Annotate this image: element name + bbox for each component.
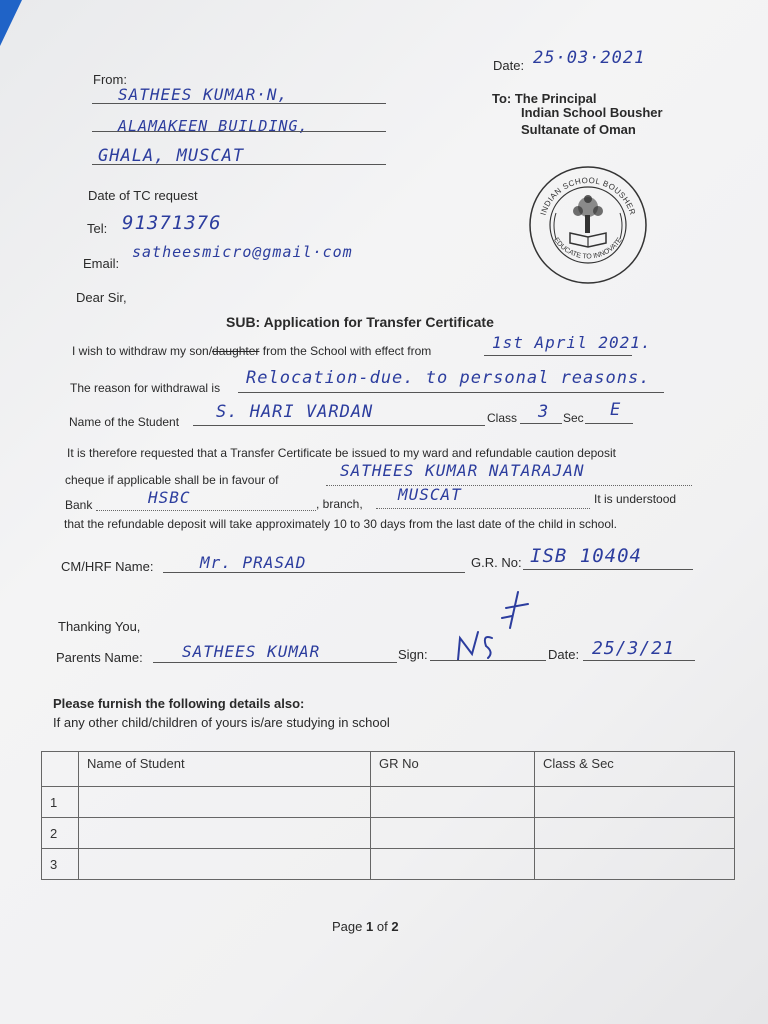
paragraph-line-3: that the refundable deposit will take approximately 10 to 30 days from the last date of the child in school.	[64, 517, 617, 531]
table-cell[interactable]	[79, 849, 371, 880]
sec-value: E	[610, 400, 622, 420]
date-label: Date:	[493, 58, 525, 73]
student-label: Name of the Student	[69, 415, 180, 429]
class-value: 3	[538, 402, 550, 422]
bank-value: HSBC	[148, 488, 191, 507]
table-cell[interactable]	[371, 818, 535, 849]
thanks-text: Thanking You,	[58, 619, 141, 634]
sign-label: Sign:	[398, 647, 428, 662]
gr-value: ISB 10404	[530, 545, 642, 567]
sec-underline	[585, 423, 633, 424]
reason-underline	[238, 392, 664, 393]
to-line-3: Sultanate of Oman	[521, 122, 636, 137]
table-header-cell: Name of Student	[79, 752, 371, 787]
bank-dots	[96, 510, 316, 511]
stamp-top-text: INDIAN SCHOOL BOUSHER	[538, 175, 638, 217]
row-number: 1	[42, 787, 79, 818]
table-cell[interactable]	[535, 818, 735, 849]
tel-value: 91371376	[122, 212, 222, 234]
parent-value: SATHEES KUMAR	[182, 642, 321, 661]
reason-value: Relocation-due. to personal reasons.	[246, 368, 651, 388]
page-total: 2	[391, 919, 399, 934]
to-line-2: Indian School Bousher	[521, 105, 663, 120]
page-pre: Page	[332, 919, 363, 934]
student-value: S. HARI VARDAN	[216, 402, 374, 422]
cm-value: Mr. PRASAD	[200, 553, 307, 572]
parent-underline	[153, 662, 397, 663]
from-line-1-underline	[92, 103, 386, 104]
understood-text: It is understood	[594, 492, 677, 506]
cheque-value: SATHEES KUMAR NATARAJAN	[340, 461, 585, 480]
withdraw-post: from the School with effect from	[262, 344, 432, 358]
tel-label: Tel:	[87, 221, 108, 236]
cm-underline	[163, 572, 465, 573]
reason-label: The reason for withdrawal is	[70, 381, 221, 395]
cm-label: CM/HRF Name:	[61, 559, 154, 574]
class-underline	[520, 423, 562, 424]
branch-value: MUSCAT	[398, 485, 462, 504]
stamp-bottom-text: EDUCATE TO INNOVATE	[552, 236, 624, 261]
withdraw-date-underline	[484, 355, 632, 356]
branch-label: , branch,	[316, 497, 363, 511]
student-underline	[193, 425, 485, 426]
subject-line: SUB: Application for Transfer Certificate	[226, 314, 494, 330]
cheque-label: cheque if applicable shall be in favour of	[65, 473, 279, 487]
tc-request-label: Date of TC request	[88, 188, 198, 203]
table-cell[interactable]	[371, 849, 535, 880]
date2-underline	[583, 660, 695, 661]
withdraw-pre: I wish to withdraw my son/	[72, 344, 213, 358]
from-line-2-underline	[92, 131, 386, 132]
cheque-dots	[326, 485, 692, 486]
other-children-table	[41, 751, 735, 880]
table-cell[interactable]	[371, 787, 535, 818]
paragraph-line-1: It is therefore requested that a Transfer Certificate be issued to my ward and refundable caution deposit	[67, 446, 616, 460]
extra-heading: Please furnish the following details also:	[53, 696, 305, 711]
page-number: 1	[366, 919, 374, 934]
table-cell[interactable]	[535, 787, 735, 818]
extra-subheading: If any other child/children of yours is/are studying in school	[53, 715, 390, 730]
withdraw-text	[72, 344, 431, 358]
table-header-row	[42, 752, 735, 787]
table-row	[42, 849, 735, 880]
sec-label: Sec	[563, 411, 584, 425]
gr-underline	[523, 569, 693, 570]
table-header-cell: Class & Sec	[535, 752, 735, 787]
parent-label: Parents Name:	[56, 650, 143, 665]
from-label: From:	[93, 72, 127, 87]
table-header-cell	[42, 752, 79, 787]
gr-label: G.R. No:	[471, 555, 522, 570]
to-line-1: To: The Principal	[492, 91, 597, 106]
withdraw-date: 1st April 2021.	[492, 333, 652, 352]
email-value: satheesmicro@gmail·com	[132, 243, 353, 261]
table-row	[42, 818, 735, 849]
school-stamp-icon	[526, 163, 650, 287]
table-cell[interactable]	[79, 818, 371, 849]
withdraw-struck: daughter	[212, 344, 260, 358]
salutation: Dear Sir,	[76, 290, 127, 305]
from-line-3: GHALA, MUSCAT	[98, 146, 245, 166]
from-line-2: ALAMAKEEN BUILDING,	[118, 117, 309, 135]
class-label: Class	[487, 411, 518, 425]
bank-label: Bank	[65, 498, 93, 512]
table-header-cell: GR No	[371, 752, 535, 787]
row-number: 3	[42, 849, 79, 880]
from-line-3-underline	[92, 164, 386, 165]
page-indicator	[332, 919, 399, 934]
table-row	[42, 787, 735, 818]
row-number: 2	[42, 818, 79, 849]
table-cell[interactable]	[535, 849, 735, 880]
table-cell[interactable]	[79, 787, 371, 818]
page-of: of	[376, 919, 388, 934]
date-value: 25·03·2021	[533, 48, 646, 68]
date2-value: 25/3/21	[592, 638, 675, 659]
sign-underline	[430, 660, 546, 661]
branch-dots	[376, 508, 590, 509]
from-line-1: SATHEES KUMAR·N,	[118, 85, 289, 104]
date2-label: Date:	[548, 647, 580, 662]
email-label: Email:	[83, 256, 120, 271]
